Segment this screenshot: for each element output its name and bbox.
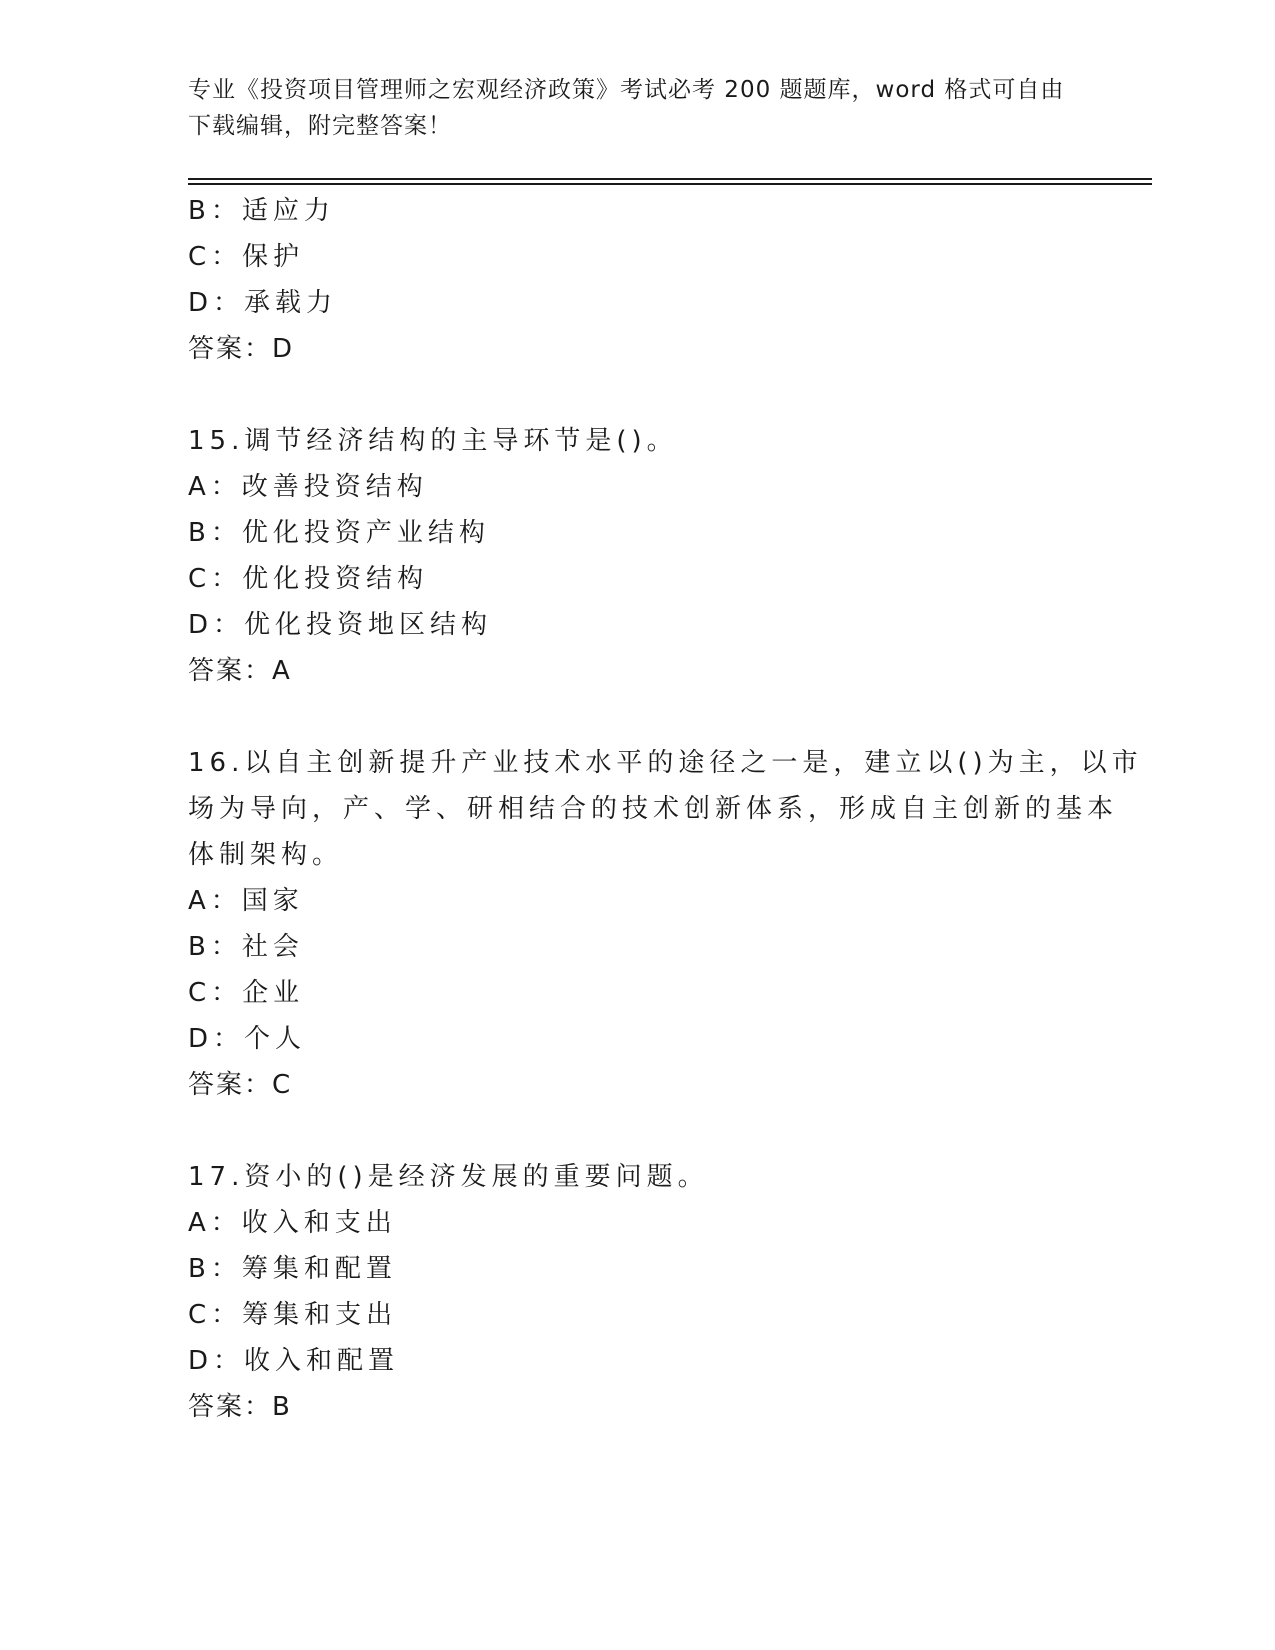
stem-line: 15.调节经济结构的主导环节是()。 (188, 426, 678, 456)
option-a: A：国家 (188, 886, 304, 916)
option-c: C：企业 (188, 978, 305, 1008)
option-b: B：适应力 (188, 196, 335, 226)
spacer (188, 694, 1088, 740)
option-a: A：改善投资结构 (188, 472, 428, 502)
question-stem (188, 418, 1088, 464)
option-b: B：优化投资产业结构 (188, 518, 490, 548)
stem-line: 场为导向，产、学、研相结合的技术创新体系，形成自主创新的基本 (188, 794, 1119, 824)
stem-line: 体制架构。 (188, 840, 344, 870)
question-stem (188, 1154, 1088, 1200)
spacer (188, 372, 1088, 418)
option-b: B：筹集和配置 (188, 1254, 397, 1284)
spacer (188, 1108, 1088, 1154)
stem-line: 17.资小的()是经济发展的重要问题。 (188, 1162, 709, 1192)
header-line-2: 下载编辑，附完整答案！ (188, 113, 452, 139)
header-divider-top (188, 178, 1152, 180)
option-d: D：承载力 (188, 288, 338, 318)
question-15 (188, 418, 1088, 694)
option-c: C：优化投资结构 (188, 564, 429, 594)
option-d: D：个人 (188, 1024, 307, 1054)
option-c: C：筹集和支出 (188, 1300, 398, 1330)
question-16 (188, 740, 1143, 1108)
option-d: D：收入和配置 (188, 1346, 400, 1376)
page-header (188, 72, 1068, 144)
question-14-continued (188, 188, 1088, 372)
answer-line: 答案：C (188, 1070, 293, 1100)
answer-line: 答案：A (188, 656, 292, 686)
question-stem (188, 740, 1143, 878)
option-d: D：优化投资地区结构 (188, 610, 493, 640)
option-a: A：收入和支出 (188, 1208, 397, 1238)
answer-line: 答案：B (188, 1392, 292, 1422)
answer-line: 答案：D (188, 334, 295, 364)
question-17 (188, 1154, 1088, 1430)
header-divider-bottom (188, 183, 1152, 185)
stem-line: 16.以自主创新提升产业技术水平的途径之一是，建立以()为主，以市 (188, 748, 1143, 778)
header-line-1: 专业《投资项目管理师之宏观经济政策》考试必考 200 题题库，word 格式可自由 (188, 77, 1065, 103)
option-c: C：保护 (188, 242, 305, 272)
question-list (188, 188, 1143, 1430)
option-b: B：社会 (188, 932, 304, 962)
